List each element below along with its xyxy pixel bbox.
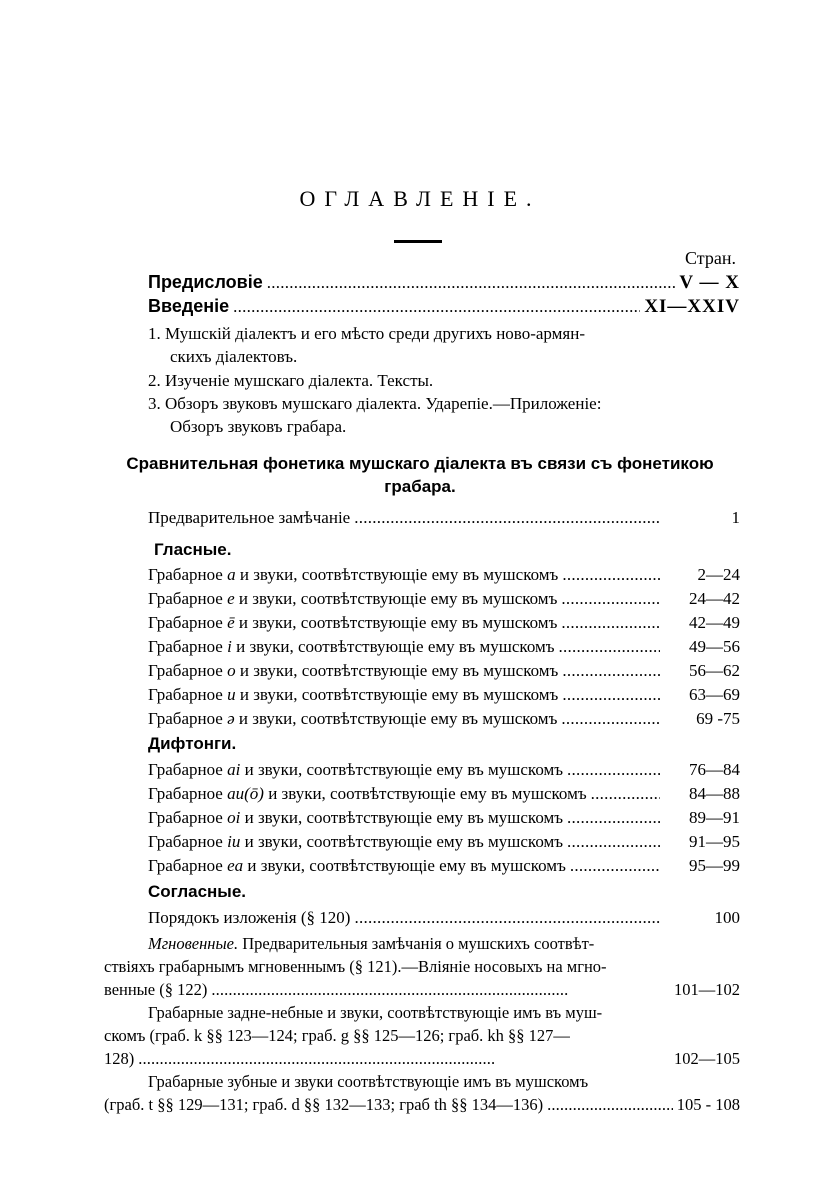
entry-text: Грабарные зубные и звуки соотвѣтствующіе имъ въ мушскомъ	[148, 1072, 589, 1091]
title-rule	[394, 240, 442, 243]
entry-prefix: Грабарное	[148, 565, 223, 584]
leader-dots	[559, 637, 660, 657]
item-text: Мушскій діалектъ и его мѣсто среди другихъ ново-армян-	[165, 324, 585, 343]
leader-dots	[591, 784, 660, 804]
leader-dots	[354, 908, 660, 928]
toc-entry-vowel	[148, 637, 740, 661]
entry-pages: 63—69	[689, 685, 740, 704]
toc-entry-introduction	[148, 296, 740, 320]
toc-entry-vowel	[148, 589, 740, 613]
intro-item-continuation: скихъ діалектовъ.	[170, 347, 298, 366]
entry-pages: 101—102	[674, 980, 740, 999]
entry-text-end: (граб. t §§ 129—131; граб. d §§ 132—133; граб th §§ 134—136)	[104, 1095, 544, 1114]
group-heading-consonants: Согласные.	[148, 882, 246, 901]
group-heading-vowels: Гласные.	[154, 540, 232, 559]
entry-letter: o	[227, 661, 236, 680]
leader-dots	[567, 832, 660, 852]
leader-dots	[354, 508, 660, 528]
entry-prefix: Грабарное	[148, 589, 223, 608]
leader-dots	[267, 273, 676, 293]
entry-pages: 102—105	[674, 1049, 740, 1068]
entry-prefix: Грабарное	[148, 637, 223, 656]
toc-entry-diphthong	[148, 760, 740, 784]
leader-dots	[561, 589, 660, 609]
entry-text: и звуки, соотвѣтствующіе ему въ мушскомъ	[236, 637, 555, 656]
entry-prefix: Грабарное	[148, 685, 223, 704]
entry-text: и звуки, соотвѣтствующіе ему въ мушскомъ	[239, 685, 559, 704]
entry-prefix: Грабарное	[148, 709, 223, 728]
leader-dots	[562, 565, 660, 585]
entry-prefix: Грабарное	[148, 832, 223, 851]
entry-prefix: Грабарное	[148, 760, 223, 779]
entry-letter: i	[227, 637, 232, 656]
item-number: 2.	[148, 371, 161, 390]
leader-dots	[561, 613, 660, 633]
entry-pages: 95—99	[689, 856, 740, 875]
toc-entry-vowel	[148, 565, 740, 589]
toc-entry-order	[148, 908, 740, 932]
item-number: 1.	[148, 324, 161, 343]
entry-text: и звуки, соотвѣтствующіе ему въ мушскомъ	[238, 589, 558, 608]
entry-text: и звуки, соотвѣтствующіе ему въ мушскомъ	[244, 808, 564, 827]
entry-pages: 105 - 108	[676, 1095, 740, 1114]
entry-text: Грабарные задне-небные и звуки, соотвѣтствующіе имъ въ муш-	[148, 1003, 603, 1022]
leader-dots	[211, 978, 670, 1001]
entry-text: Предварительныя замѣчанія о мушскихъ соотвѣт-	[242, 934, 595, 953]
entry-text-continuation: скомъ (граб. k §§ 123—124; граб. g §§ 125—126; граб. kh §§ 127—	[104, 1026, 570, 1045]
entry-text: и звуки, соотвѣтствующіе ему въ мушскомъ	[239, 565, 559, 584]
entry-letter: a	[227, 565, 236, 584]
toc-entry-diphthong	[148, 832, 740, 856]
item-text: Изученіе мушскаго діалекта. Тексты.	[165, 371, 434, 390]
entry-letter: oi	[227, 808, 241, 827]
entry-pages: 89—91	[689, 808, 740, 827]
intro-item	[148, 392, 601, 415]
toc-entry-diphthong	[148, 856, 740, 880]
section-title: Сравнительная фонетика мушскаго діалекта въ связи съ фонетикою	[126, 454, 714, 473]
entry-pages: 100	[714, 908, 740, 927]
entry-letter: u	[227, 685, 236, 704]
toc-entry-vowel	[148, 709, 740, 733]
toc-entry-preliminary	[148, 508, 740, 532]
entry-text-continuation: ствіяхъ грабарнымъ мгновеннымъ (§ 121).—Вліяніе носовыхъ на мгно-	[104, 957, 607, 976]
entry-pages: 42—49	[689, 613, 740, 632]
entry-pages: 49—56	[689, 637, 740, 656]
entry-text-end: венные (§ 122)	[104, 980, 208, 999]
leader-dots	[233, 297, 640, 317]
entry-text: и звуки, соотвѣтствующіе ему въ мушскомъ	[247, 856, 566, 875]
leader-dots	[562, 685, 660, 705]
entry-text: и звуки, соотвѣтствующіе ему въ мушскомъ	[238, 613, 558, 632]
leader-dots	[561, 709, 660, 729]
intro-item	[148, 369, 433, 392]
entry-label: Предисловіе	[148, 272, 263, 292]
entry-pages: 2—24	[697, 565, 740, 584]
leader-dots	[567, 808, 660, 828]
toc-entry-velars	[104, 1001, 740, 1070]
entry-letter: ē	[227, 613, 235, 632]
entry-text: и звуки, соотвѣтствующіе ему въ мушскомъ	[238, 709, 558, 728]
toc-entry-preface	[148, 272, 740, 296]
entry-pages: 69 -75	[696, 709, 740, 728]
entry-letter: au(ō)	[227, 784, 264, 803]
entry-text: и звуки, соотвѣтствующіе ему въ мушскомъ	[268, 784, 587, 803]
entry-text: и звуки, соотвѣтствующіе ему въ мушскомъ	[244, 760, 564, 779]
item-text: Обзоръ звуковъ мушскаго діалекта. Ударепіе.—Приложеніе:	[165, 394, 602, 413]
entry-pages: 84—88	[689, 784, 740, 803]
group-heading-diphthongs: Дифтонги.	[148, 734, 237, 753]
entry-prefix: Грабарное	[148, 613, 223, 632]
page-column-header: Стран.	[685, 248, 736, 268]
entry-text-end: 128)	[104, 1049, 135, 1068]
entry-letter: ə	[227, 709, 235, 728]
entry-pages: 91—95	[689, 832, 740, 851]
intro-item-continuation: Обзоръ звуковъ грабара.	[170, 417, 347, 436]
toc-entry-vowel	[148, 685, 740, 709]
entry-pages: 1	[731, 508, 740, 527]
toc-entry-vowel	[148, 661, 740, 685]
entry-prefix: Грабарное	[148, 808, 223, 827]
leader-dots	[547, 1093, 673, 1116]
entry-pages: XI—XXIV	[644, 296, 740, 317]
toc-entry-dentals	[104, 1070, 740, 1116]
entry-prefix: Грабарное	[148, 784, 223, 803]
intro-item	[148, 322, 585, 345]
entry-prefix: Грабарное	[148, 661, 223, 680]
leader-dots	[562, 661, 660, 681]
entry-text: и звуки, соотвѣтствующіе ему въ мушскомъ	[244, 832, 564, 851]
toc-entry-stops	[104, 932, 740, 1001]
entry-label: Введеніе	[148, 296, 230, 316]
leader-dots	[567, 760, 660, 780]
entry-label: Предварительное замѣчаніе	[148, 508, 351, 527]
entry-pages: 76—84	[689, 760, 740, 779]
entry-pages: 56—62	[689, 661, 740, 680]
entry-letter: e	[227, 589, 235, 608]
leader-dots	[570, 856, 660, 876]
entry-lead: Мгновенные.	[148, 934, 239, 953]
page-title: ОГЛАВЛЕНІЕ.	[299, 186, 541, 211]
entry-pages: V — X	[679, 272, 740, 293]
entry-label: Порядокъ изложенія (§ 120)	[148, 908, 351, 927]
entry-letter: ai	[227, 760, 241, 779]
section-title-continuation: грабара.	[384, 477, 456, 496]
entry-prefix: Грабарное	[148, 856, 223, 875]
entry-pages: 24—42	[689, 589, 740, 608]
toc-entry-diphthong	[148, 808, 740, 832]
entry-letter: ea	[227, 856, 244, 875]
toc-entry-vowel	[148, 613, 740, 637]
entry-letter: iu	[227, 832, 241, 851]
item-number: 3.	[148, 394, 161, 413]
leader-dots	[138, 1047, 670, 1070]
toc-entry-diphthong	[148, 784, 740, 808]
entry-text: и звуки, соотвѣтствующіе ему въ мушскомъ	[239, 661, 559, 680]
